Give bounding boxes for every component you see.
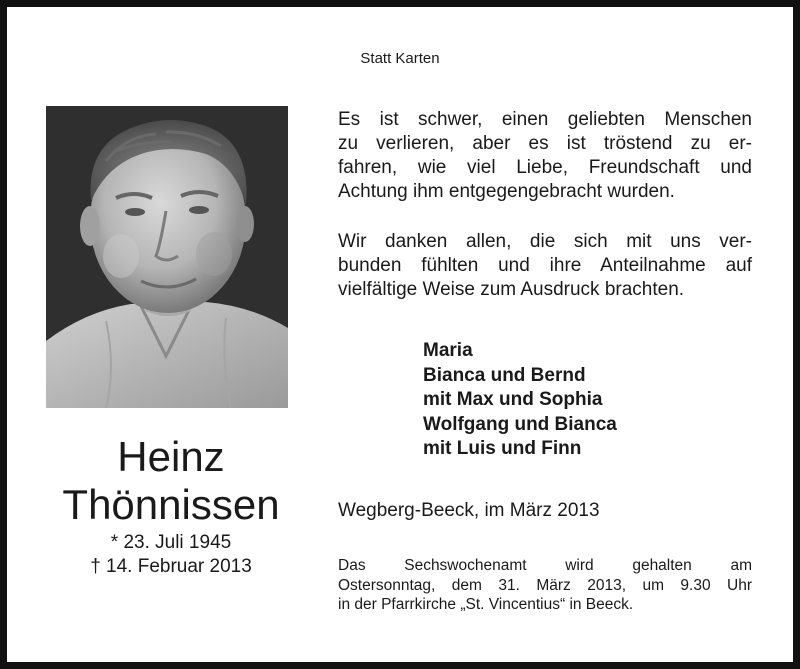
portrait-photo [46, 106, 288, 408]
family-line: mit Luis und Finn [423, 438, 582, 459]
birth-date: * 23. Juli 1945 [110, 532, 232, 553]
paragraph-line: zu verlieren, aber es ist tröstend zu er- [338, 133, 752, 154]
paragraph-line: vielfältige Weise zum Ausdruck brachten. [338, 279, 685, 300]
paragraph-line: Wir danken allen, die sich mit uns ver- [338, 231, 752, 252]
death-date: † 14. Februar 2013 [90, 556, 252, 577]
family-line: Bianca und Bernd [423, 364, 586, 386]
deceased-first-name: Heinz [117, 433, 225, 480]
family-line: Wolfgang und Bianca [423, 413, 617, 435]
thanks-paragraph [338, 230, 752, 302]
header-text: Statt Karten [360, 50, 440, 67]
paragraph-line: Achtung ihm entgegengebracht wurden. [338, 181, 675, 202]
place-date: Wegberg-Beeck, im März 2013 [338, 500, 600, 521]
condolence-paragraph [338, 108, 752, 204]
paragraph-line: fahren, wie viel Liebe, Freundschaft und [338, 157, 752, 178]
deceased-last-name: Thönnissen [62, 481, 280, 528]
family-signatures [423, 339, 617, 462]
paragraph-line: bunden fühlten und ihre Anteilnahme auf [338, 255, 752, 276]
notice-line: Ostersonntag, dem 31. März 2013, um 9.30 Uhr [338, 576, 752, 594]
family-line: Maria [423, 340, 473, 361]
notice-line: Das Sechswochenamt wird gehalten am [338, 557, 752, 574]
paragraph-line: Es ist schwer, einen geliebten Menschen [338, 109, 752, 130]
notice-line: in der Pfarrkirche „St. Vincentius“ in Beeck. [338, 596, 634, 613]
mass-notice [338, 556, 752, 615]
family-line: mit Max und Sophia [423, 389, 603, 410]
